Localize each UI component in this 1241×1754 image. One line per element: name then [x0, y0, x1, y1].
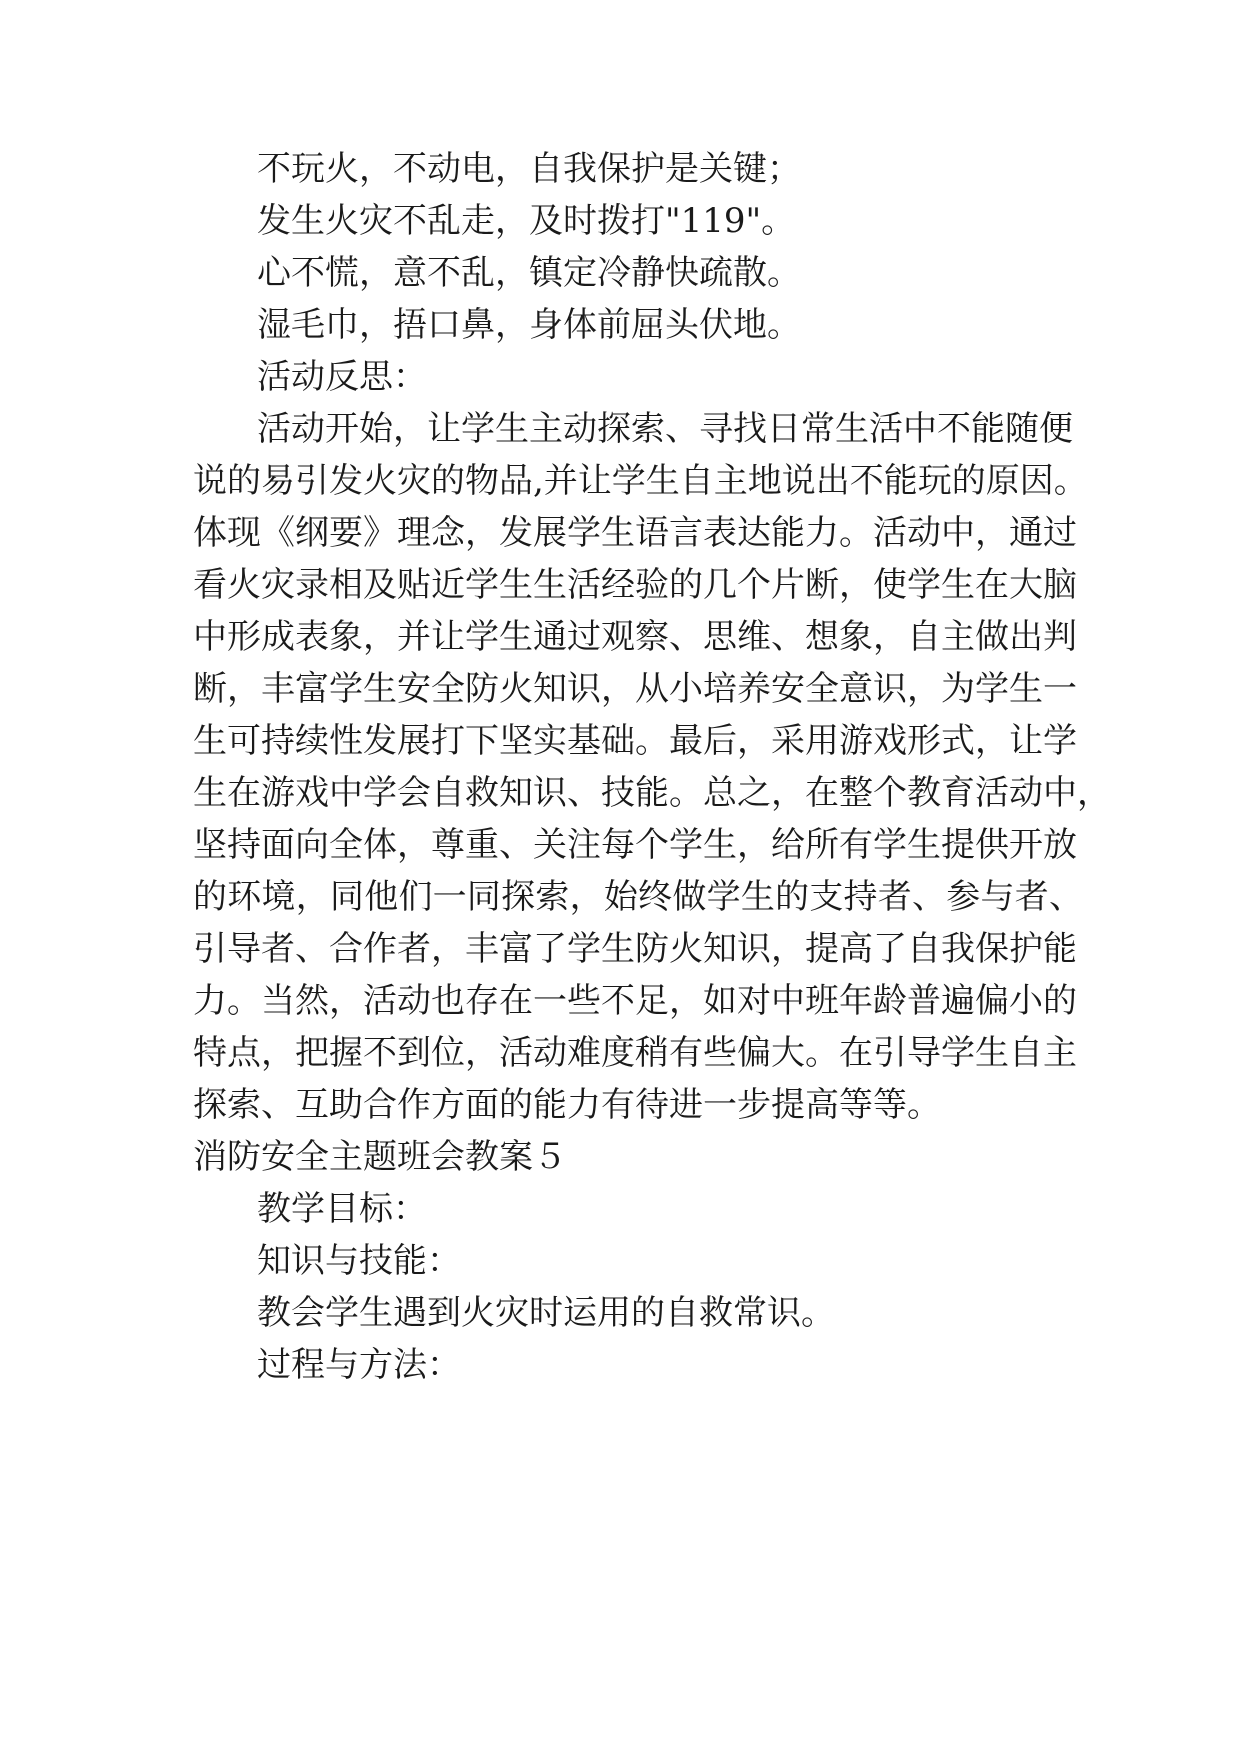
paragraph-line: 中形成表象，并让学生通过观察、思维、想象，自主做出判 — [193, 617, 1077, 657]
heading-teaching-goals: 教学目标： — [257, 1189, 427, 1229]
paragraph-line: 说的易引发火灾的物品,并让学生自主地说出不能玩的原因。 — [193, 461, 1088, 501]
rhyme-line-4: 湿毛巾，捂口鼻，身体前屈头伏地。 — [257, 305, 801, 345]
heading-process-methods: 过程与方法： — [257, 1345, 461, 1385]
paragraph-line: 生在游戏中学会自救知识、技能。总之，在整个教育活动中， — [193, 773, 1111, 813]
paragraph-line: 断，丰富学生安全防火知识，从小培养安全意识，为学生一 — [193, 669, 1077, 709]
body-line: 教会学生遇到火灾时运用的自救常识。 — [257, 1293, 835, 1333]
section-title: 消防安全主题班会教案５ — [193, 1137, 567, 1177]
paragraph-line: 特点，把握不到位，活动难度稍有些偏大。在引导学生自主 — [193, 1033, 1077, 1073]
heading-knowledge-skills: 知识与技能： — [257, 1241, 461, 1281]
rhyme-line-3: 心不慌，意不乱，镇定冷静快疏散。 — [257, 253, 801, 293]
rhyme-line-2: 发生火灾不乱走，及时拨打"119"。 — [257, 201, 796, 241]
paragraph-line: 力。当然，活动也存在一些不足，如对中班年龄普遍偏小的 — [193, 981, 1077, 1021]
paragraph-line: 探索、互助合作方面的能力有待进一步提高等等。 — [193, 1085, 941, 1125]
paragraph-line: 的环境，同他们一同探索，始终做学生的支持者、参与者、 — [193, 877, 1083, 917]
paragraph-line: 生可持续性发展打下坚实基础。最后，采用游戏形式，让学 — [193, 721, 1077, 761]
rhyme-line-1: 不玩火，不动电，自我保护是关键； — [257, 149, 801, 189]
paragraph-line: 引导者、合作者，丰富了学生防火知识，提高了自我保护能 — [193, 929, 1077, 969]
paragraph-line: 看火灾录相及贴近学生生活经验的几个片断，使学生在大脑 — [193, 565, 1077, 605]
section-heading-reflection: 活动反思： — [257, 357, 427, 397]
paragraph-line: 活动开始，让学生主动探索、寻找日常生活中不能随便 — [257, 409, 1073, 449]
paragraph-line: 体现《纲要》理念，发展学生语言表达能力。活动中，通过 — [193, 513, 1077, 553]
paragraph-line: 坚持面向全体，尊重、关注每个学生，给所有学生提供开放 — [193, 825, 1077, 865]
